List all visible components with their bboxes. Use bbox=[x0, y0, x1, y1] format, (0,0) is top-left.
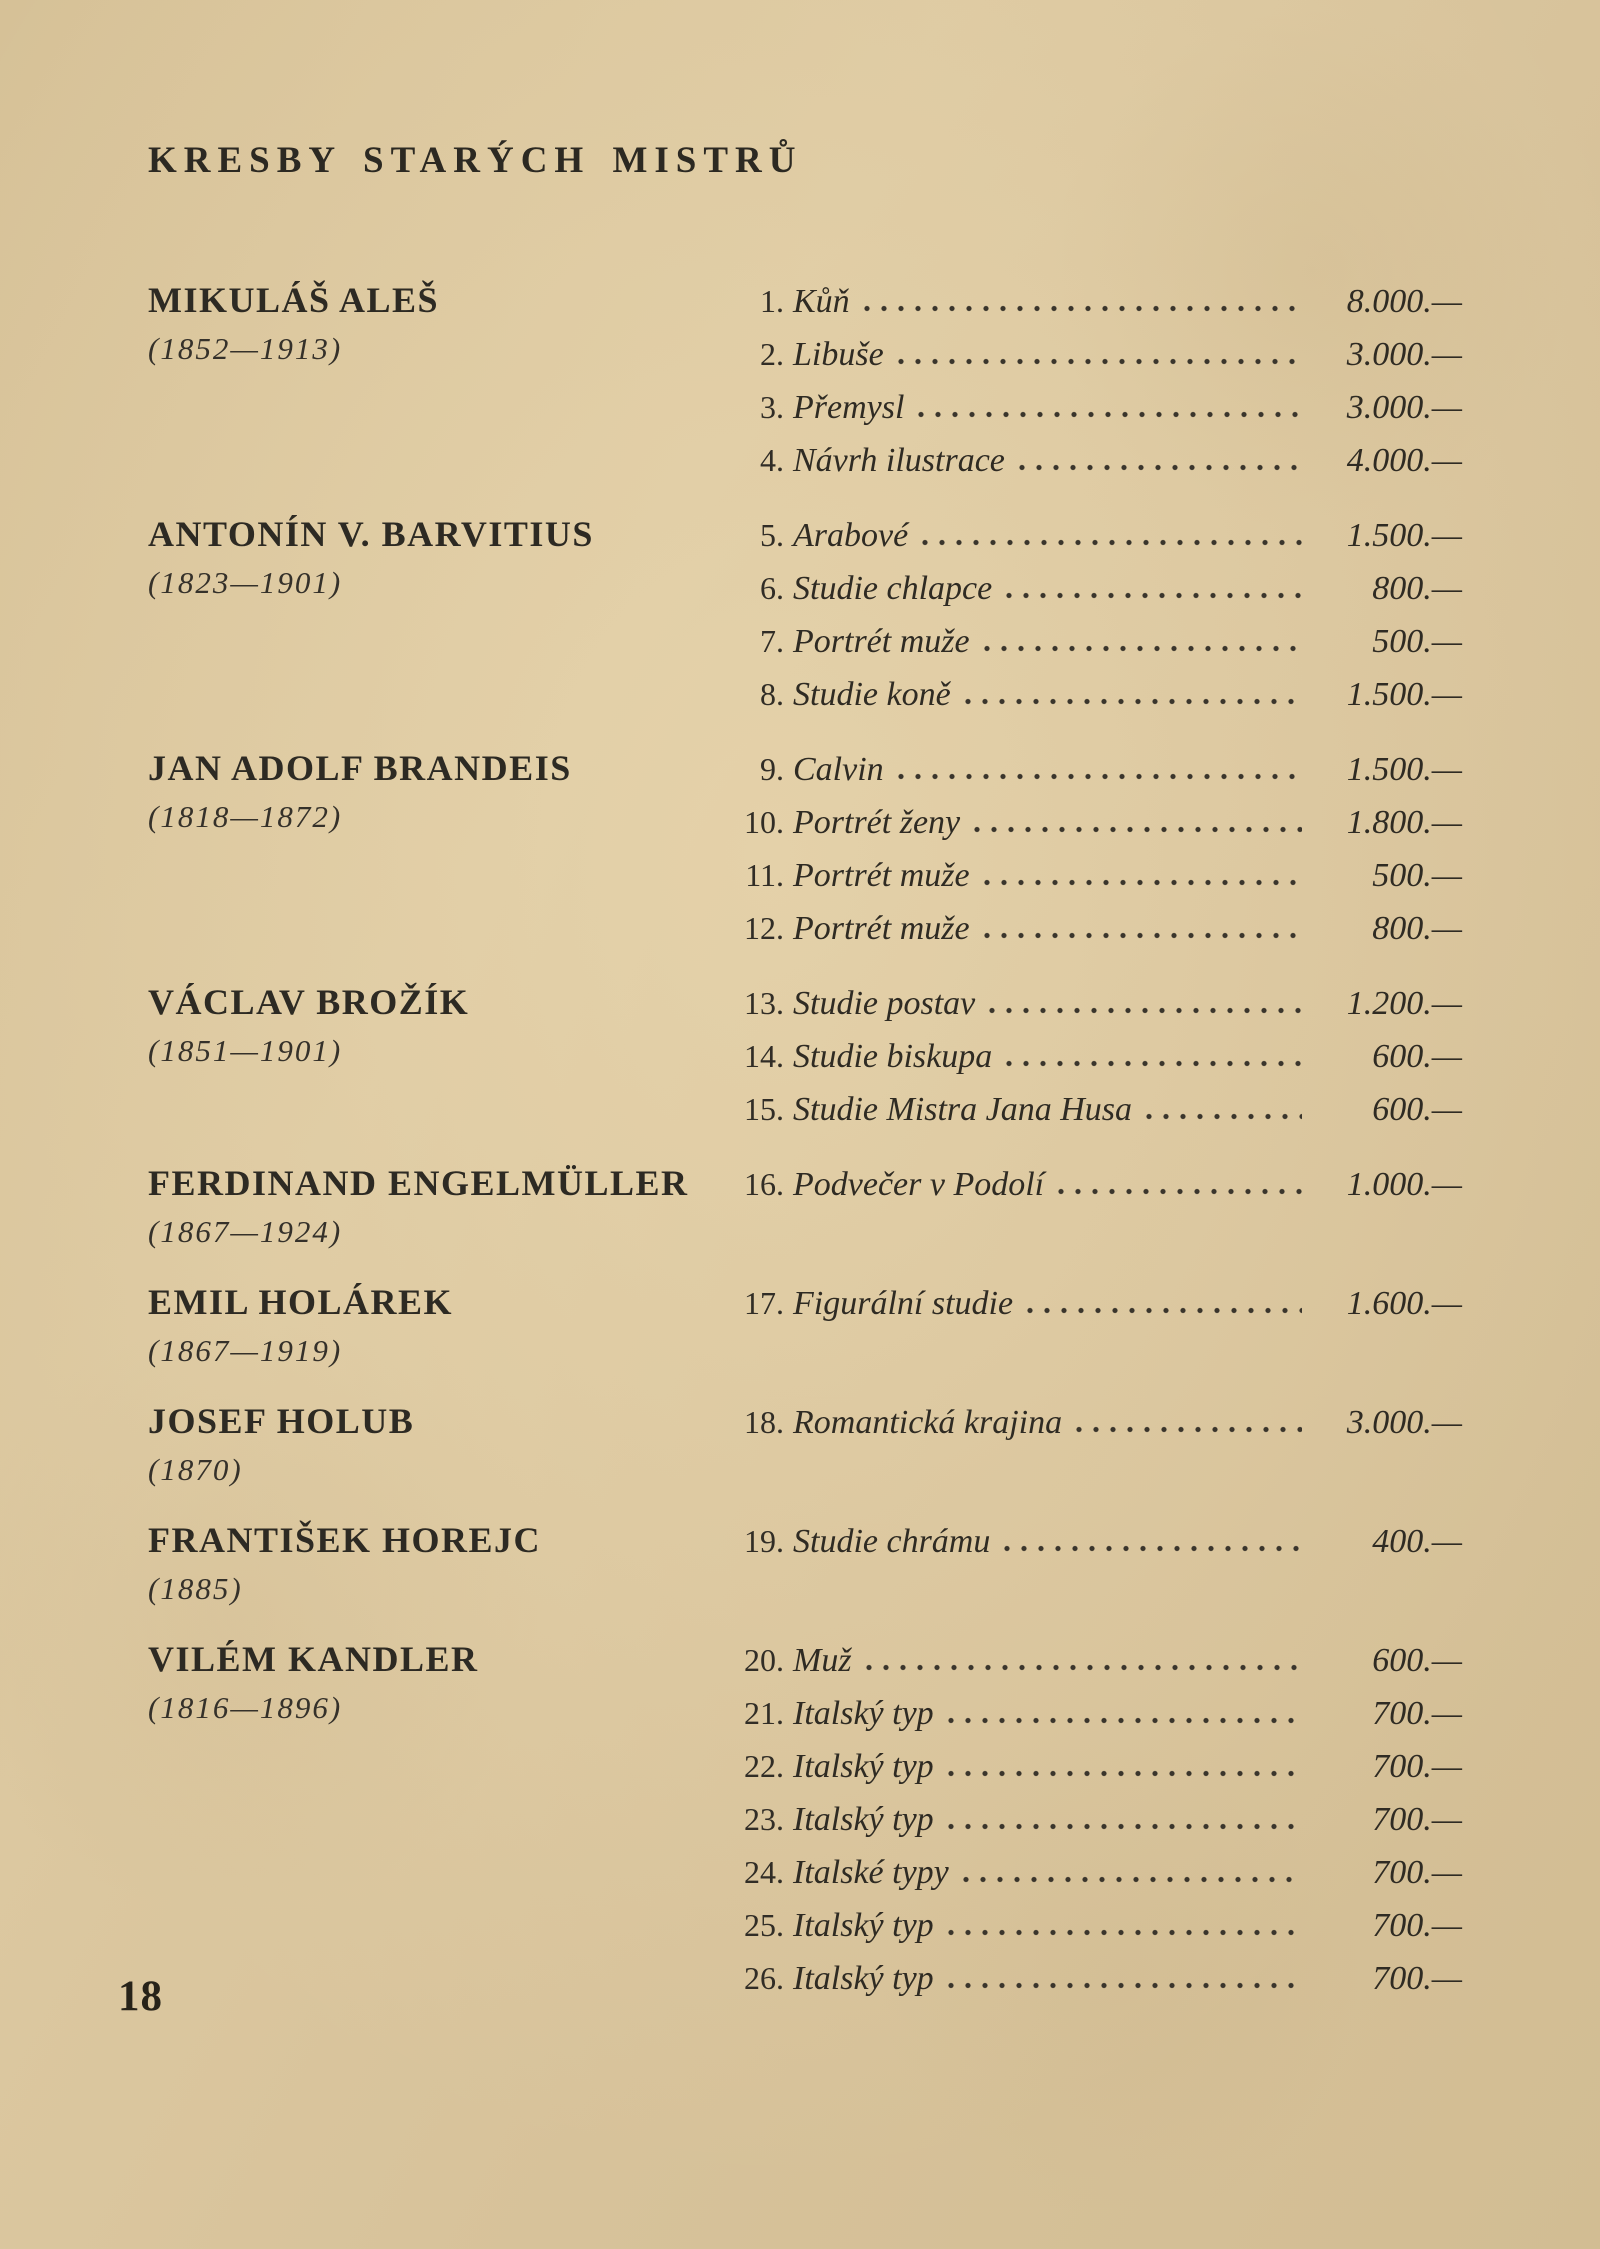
item-number: 24. bbox=[744, 1854, 784, 1890]
item-price: 600.— bbox=[1372, 1642, 1462, 1679]
item-title: Studie Mistra Jana Husa bbox=[793, 1091, 1133, 1128]
catalog-item-row bbox=[736, 1952, 1462, 2005]
dot-leader bbox=[948, 1717, 1302, 1724]
item-title: Kůň bbox=[793, 283, 850, 320]
artist-dates: (1851—1901) bbox=[148, 1033, 343, 1068]
item-number: 5. bbox=[760, 517, 784, 553]
dot-leader bbox=[864, 305, 1302, 312]
item-number: 6. bbox=[760, 570, 784, 606]
catalog-entry bbox=[148, 1514, 1462, 1612]
catalog-item-row bbox=[736, 615, 1462, 668]
catalog-item-row bbox=[736, 1083, 1462, 1136]
dot-leader bbox=[948, 1929, 1302, 1936]
item-number: 14. bbox=[744, 1038, 784, 1074]
dot-leader bbox=[898, 358, 1302, 365]
item-number: 20. bbox=[744, 1642, 784, 1678]
item-number: 12. bbox=[744, 910, 784, 946]
dot-leader bbox=[965, 698, 1302, 705]
artist-column bbox=[148, 742, 736, 955]
artist-column bbox=[148, 976, 736, 1136]
dot-leader bbox=[1019, 464, 1302, 471]
catalog-item-row bbox=[736, 849, 1462, 902]
item-title: Přemysl bbox=[793, 389, 905, 426]
item-title: Italský typ bbox=[793, 1748, 934, 1785]
item-number: 21. bbox=[744, 1695, 784, 1731]
item-number: 8. bbox=[760, 676, 784, 712]
artist-dates: (1816—1896) bbox=[148, 1690, 343, 1725]
items-column bbox=[736, 274, 1462, 487]
items-column bbox=[736, 1633, 1462, 2005]
artist-name: ANTONÍN V. BARVITIUS bbox=[148, 514, 594, 554]
artist-name: JOSEF HOLUB bbox=[148, 1401, 415, 1441]
dot-leader bbox=[918, 411, 1302, 418]
catalog-item-row bbox=[736, 796, 1462, 849]
dot-leader bbox=[866, 1664, 1302, 1671]
items-column bbox=[736, 976, 1462, 1136]
items-column bbox=[736, 1514, 1462, 1612]
catalog-item-row bbox=[736, 562, 1462, 615]
catalog-item-row bbox=[736, 1634, 1462, 1687]
item-price: 800.— bbox=[1372, 910, 1462, 947]
item-title: Italský typ bbox=[793, 1695, 934, 1732]
item-title: Studie chrámu bbox=[793, 1523, 991, 1560]
item-title: Studie biskupa bbox=[793, 1038, 993, 1075]
artist-dates: (1867—1924) bbox=[148, 1214, 343, 1249]
item-title: Podvečer v Podolí bbox=[793, 1166, 1045, 1203]
item-number: 17. bbox=[744, 1285, 784, 1321]
item-price: 700.— bbox=[1372, 1960, 1462, 1997]
catalog-item-row bbox=[736, 1396, 1462, 1449]
artist-name: JAN ADOLF BRANDEIS bbox=[148, 748, 572, 788]
catalog-item-row bbox=[736, 1158, 1462, 1211]
catalog-item-row bbox=[736, 328, 1462, 381]
items-column bbox=[736, 508, 1462, 721]
item-price: 1.500.— bbox=[1346, 517, 1462, 554]
artist-name: MIKULÁŠ ALEŠ bbox=[148, 280, 440, 320]
artist-dates: (1885) bbox=[148, 1571, 243, 1606]
artist-column bbox=[148, 508, 736, 721]
catalog-entry bbox=[148, 742, 1462, 955]
item-price: 3.000.— bbox=[1346, 389, 1462, 426]
item-price: 700.— bbox=[1372, 1907, 1462, 1944]
item-price: 1.200.— bbox=[1346, 985, 1462, 1022]
item-title: Návrh ilustrace bbox=[793, 442, 1005, 479]
catalog-item-row bbox=[736, 1030, 1462, 1083]
dot-leader bbox=[898, 773, 1302, 780]
catalog-entry bbox=[148, 508, 1462, 721]
item-number: 19. bbox=[744, 1523, 784, 1559]
item-title: Italský typ bbox=[793, 1801, 934, 1838]
item-price: 1.600.— bbox=[1346, 1285, 1462, 1322]
item-number: 9. bbox=[760, 751, 784, 787]
artist-dates: (1870) bbox=[148, 1452, 243, 1487]
item-title: Romantická krajina bbox=[793, 1404, 1063, 1441]
artist-column bbox=[148, 1395, 736, 1493]
catalog-item-row bbox=[736, 381, 1462, 434]
dot-leader bbox=[1006, 592, 1302, 599]
item-title: Portrét muže bbox=[793, 910, 970, 947]
artist-name: EMIL HOLÁREK bbox=[148, 1282, 454, 1322]
dot-leader bbox=[984, 932, 1302, 939]
artist-column bbox=[148, 1633, 736, 2005]
catalog-entry bbox=[148, 1276, 1462, 1374]
catalog-item-row bbox=[736, 1740, 1462, 1793]
item-title: Libuše bbox=[793, 336, 884, 373]
artist-dates: (1823—1901) bbox=[148, 565, 343, 600]
item-title: Arabové bbox=[793, 517, 909, 554]
dot-leader bbox=[1004, 1545, 1302, 1552]
item-number: 10. bbox=[744, 804, 784, 840]
item-title: Figurální studie bbox=[793, 1285, 1014, 1322]
catalog-item-row bbox=[736, 1846, 1462, 1899]
artist-column bbox=[148, 1157, 736, 1255]
page-title: KRESBY STARÝCH MISTRŮ bbox=[148, 140, 803, 181]
catalog-item-row bbox=[736, 902, 1462, 955]
catalog-item-row bbox=[736, 509, 1462, 562]
catalog-item-row bbox=[736, 1277, 1462, 1330]
item-price: 700.— bbox=[1372, 1801, 1462, 1838]
catalog-entry bbox=[148, 976, 1462, 1136]
dot-leader bbox=[948, 1982, 1302, 1989]
item-number: 22. bbox=[744, 1748, 784, 1784]
dot-leader bbox=[974, 826, 1302, 833]
item-title: Italské typy bbox=[793, 1854, 949, 1891]
item-price: 700.— bbox=[1372, 1695, 1462, 1732]
dot-leader bbox=[948, 1770, 1302, 1777]
artist-name: FERDINAND ENGELMÜLLER bbox=[148, 1163, 689, 1203]
artist-column bbox=[148, 1276, 736, 1374]
item-title: Studie chlapce bbox=[793, 570, 993, 607]
item-title: Muž bbox=[793, 1642, 852, 1679]
item-number: 2. bbox=[760, 336, 784, 372]
item-price: 400.— bbox=[1372, 1523, 1462, 1560]
catalog-item-row bbox=[736, 1899, 1462, 1952]
dot-leader bbox=[1058, 1188, 1302, 1195]
catalog-entry bbox=[148, 1157, 1462, 1255]
item-number: 26. bbox=[744, 1960, 784, 1996]
dot-leader bbox=[1027, 1307, 1302, 1314]
artist-dates: (1867—1919) bbox=[148, 1333, 343, 1368]
catalog-item-row bbox=[736, 434, 1462, 487]
item-title: Portrét muže bbox=[793, 857, 970, 894]
item-price: 1.800.— bbox=[1346, 804, 1462, 841]
item-price: 4.000.— bbox=[1346, 442, 1462, 479]
item-price: 3.000.— bbox=[1346, 336, 1462, 373]
items-column bbox=[736, 1395, 1462, 1493]
page-number: 18 bbox=[118, 1973, 163, 2020]
catalog-item-row bbox=[736, 275, 1462, 328]
artist-name: VILÉM KANDLER bbox=[148, 1639, 479, 1679]
item-number: 16. bbox=[744, 1166, 784, 1202]
item-number: 1. bbox=[760, 283, 784, 319]
item-number: 23. bbox=[744, 1801, 784, 1837]
catalog-entry bbox=[148, 1633, 1462, 2005]
item-number: 13. bbox=[744, 985, 784, 1021]
item-price: 1.000.— bbox=[1346, 1166, 1462, 1203]
item-price: 3.000.— bbox=[1346, 1404, 1462, 1441]
item-price: 1.500.— bbox=[1346, 676, 1462, 713]
catalog-item-row bbox=[736, 1793, 1462, 1846]
entries-list bbox=[148, 274, 1462, 2005]
catalog-item-row bbox=[736, 1687, 1462, 1740]
dot-leader bbox=[963, 1876, 1302, 1883]
item-number: 3. bbox=[760, 389, 784, 425]
item-number: 18. bbox=[744, 1404, 784, 1440]
item-title: Calvin bbox=[793, 751, 884, 788]
item-price: 600.— bbox=[1372, 1091, 1462, 1128]
item-number: 25. bbox=[744, 1907, 784, 1943]
catalog-entry bbox=[148, 274, 1462, 487]
items-column bbox=[736, 1276, 1462, 1374]
item-price: 500.— bbox=[1372, 623, 1462, 660]
item-number: 11. bbox=[745, 857, 784, 893]
item-title: Portrét ženy bbox=[793, 804, 961, 841]
item-price: 600.— bbox=[1372, 1038, 1462, 1075]
dot-leader bbox=[984, 879, 1302, 886]
catalog-item-row bbox=[736, 743, 1462, 796]
artist-name: VÁCLAV BROŽÍK bbox=[148, 982, 470, 1022]
catalog-item-row bbox=[736, 1515, 1462, 1568]
dot-leader bbox=[922, 539, 1302, 546]
dot-leader bbox=[1076, 1426, 1302, 1433]
items-column bbox=[736, 742, 1462, 955]
dot-leader bbox=[989, 1007, 1302, 1014]
item-title: Studie postav bbox=[793, 985, 976, 1022]
item-title: Studie koně bbox=[793, 676, 951, 713]
catalog-item-row bbox=[736, 668, 1462, 721]
item-title: Italský typ bbox=[793, 1960, 934, 1997]
catalog-entry bbox=[148, 1395, 1462, 1493]
item-price: 1.500.— bbox=[1346, 751, 1462, 788]
item-number: 15. bbox=[744, 1091, 784, 1127]
dot-leader bbox=[948, 1823, 1302, 1830]
dot-leader bbox=[984, 645, 1302, 652]
item-title: Portrét muže bbox=[793, 623, 970, 660]
dot-leader bbox=[1146, 1113, 1302, 1120]
dot-leader bbox=[1006, 1060, 1302, 1067]
item-title: Italský typ bbox=[793, 1907, 934, 1944]
item-number: 7. bbox=[760, 623, 784, 659]
item-price: 800.— bbox=[1372, 570, 1462, 607]
item-price: 700.— bbox=[1372, 1854, 1462, 1891]
artist-dates: (1852—1913) bbox=[148, 331, 343, 366]
artist-dates: (1818—1872) bbox=[148, 799, 343, 834]
item-number: 4. bbox=[760, 442, 784, 478]
item-price: 500.— bbox=[1372, 857, 1462, 894]
artist-column bbox=[148, 274, 736, 487]
artist-column bbox=[148, 1514, 736, 1612]
item-price: 8.000.— bbox=[1346, 283, 1462, 320]
item-price: 700.— bbox=[1372, 1748, 1462, 1785]
items-column bbox=[736, 1157, 1462, 1255]
artist-name: FRANTIŠEK HOREJC bbox=[148, 1520, 542, 1560]
catalog-item-row bbox=[736, 977, 1462, 1030]
